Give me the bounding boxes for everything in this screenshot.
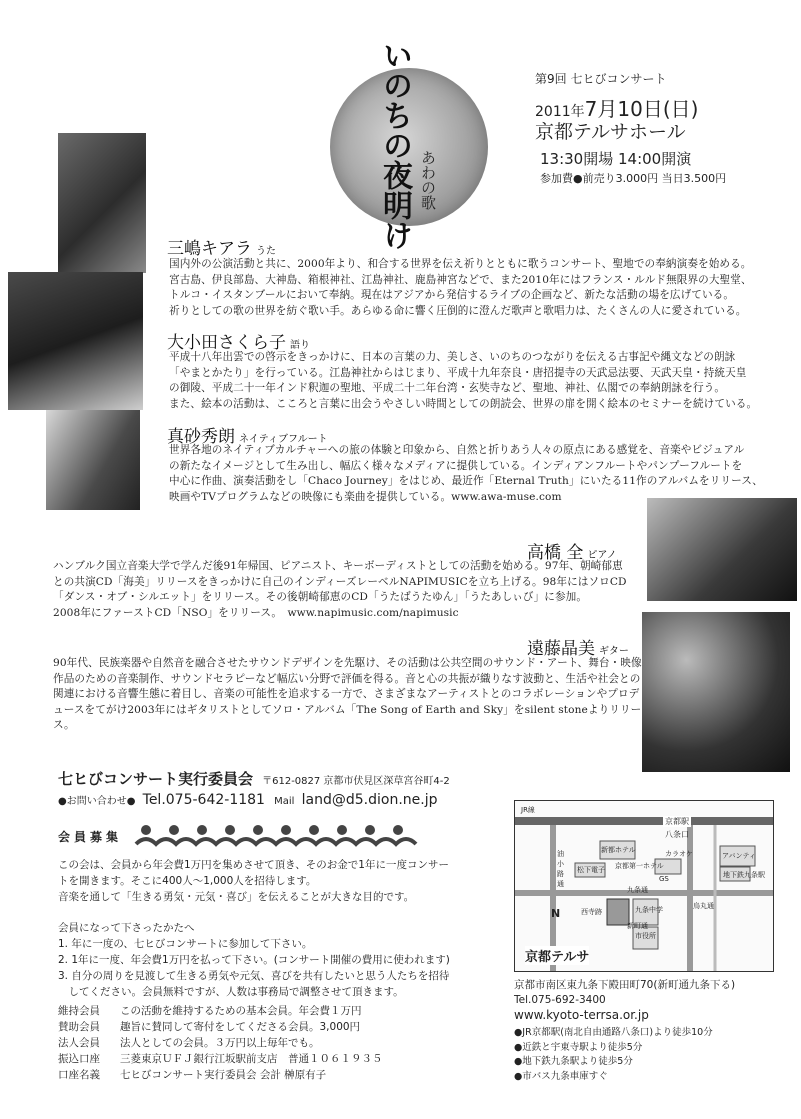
venue-web: www.kyoto-terrsa.or.jp <box>514 1008 649 1022</box>
performer-bio-takahashi: ハンブルク国立音楽大学で学んだ後91年帰国、ピアニスト、キーボーディストとしての活動を始める。97年、朝崎郁恵 との共演CD「海美」リリースをきっかけに自己のインディーズレーベルNAPIMUSICを立ち上げる。98年にはソロCD 「ダンス・オブ・シルエット」をリリース。その後朝崎郁恵のCD「うたばうたゆん」「うたあしぃび」に参加。 2008年にファーストCD「NSO」をリリース。 www.napimusic.com/napimusic <box>53 560 627 619</box>
photo-masago <box>46 410 140 510</box>
date-prefix: 2011年 <box>535 104 585 120</box>
performer-bio-mishima: 国内外の公演活動と共に、2000年より、和合する世界を伝え祈りとともに歌うコンサート、聖地での奉納演奏を始める。 宮古島、伊良部島、大神島、箱根神社、江島神社、鹿島神宮などで、また2010年にはフランス・ルルド無限界の大聖堂、 トルコ・イスタンブールにおいて奉納。現在はアジアから発信するライブの企画など、新たな活動の場を広げている。 祈りとしての歌の世界を紡ぐ歌い手。あらゆる命に響く圧倒的に澄んだ歌声と歌唱力は、たくさんの人に愛されている。 <box>169 258 752 317</box>
venue-tel: Tel.075-692-3400 <box>514 994 606 1006</box>
contact-label: ●お問い合わせ● <box>58 796 136 807</box>
map-north-arrow: N <box>551 907 561 920</box>
map-label-apantei: アバンティ <box>722 852 756 860</box>
photo-mishima <box>58 133 146 273</box>
performer-bio-endo: 90年代、民族楽器や自然音を融合させたサウンドデザインを先駆け、その活動は公共空間のサウンド・アート、舞台・映像 作品のための音楽制作、サウンドセラピーなど幅広い分野で評価を得る。音と心の共振が織りなす波動と、生活や社会との 関連における音響生態に着目し、音楽の可能性を追求する一方で、さまざまなアーティストとのコラボレーションやプロデ ュースをてがけ2003年にはギタリストとしてソロ・アルバム「The Song of Earth and Sky」をsilent stoneよりリリース。 <box>53 657 642 732</box>
map-label-gs: GS <box>659 875 669 883</box>
map-label-kyoto-st: 京都駅 <box>665 817 689 826</box>
concert-venue: 京都テルサホール <box>535 121 686 143</box>
performer-bio-ookoda: 平成十八年出雲での啓示をきっかけに、日本の言葉の力、美しさ、いのちのつながりを伝える古事記や縄文などの朗詠 「やまとかたり」を行っている。江島神社からはじまり、平成十九年奈良・唐招提寺の天武忌法要、天武天皇・持統天皇 の御陵、平成二十一年インド釈迦の聖地、平成二十二年台湾・玄奘寺など、聖地、神社、仏閣での奉納朗詠を行う。 また、絵本の活動は、こころと言葉に出会うやさしい時間としての朗読会、世界の扉を開く絵本のセミナーを続けている。 <box>169 351 758 410</box>
committee-address: 〒612-0827 京都市伏見区深草宮谷町4-2 <box>262 776 450 787</box>
type-row: 振込口座 三菱東京ＵＦＪ銀行江坂駅前支店 普通１０６１９３５ <box>58 1053 383 1065</box>
contact-tel: Tel.075-642-1181 <box>142 792 265 808</box>
map-label-shiyaku: 市役所 <box>635 932 656 940</box>
photo-takahashi <box>647 498 797 601</box>
map-venue-label: 京都テルサ <box>525 946 589 965</box>
venue-access: ●JR京都駅(南北自由通路八条口)より徒歩10分 ●近鉄と宇東寺駅より徒歩5分 ●地下鉄九条駅より徒歩5分 ●市バス九条車庫すぐ <box>514 1027 713 1082</box>
people-chain-decoration <box>132 822 432 852</box>
contact-mail: land@d5.dion.ne.jp <box>301 792 438 808</box>
committee-block <box>58 768 450 789</box>
map-label-nishi: 西寺跡 <box>581 908 602 916</box>
map-label-shinmachi: 新町通 <box>627 922 648 930</box>
map-label-aburakoji: 油小路通 <box>557 850 564 888</box>
performer-name-ookoda: 大小田さくら子 語り <box>167 333 310 353</box>
membership-intro: この会は、会員から年会費1万円を集めさせて頂き、そのお金で1年に一度コンサー トを開きます。そこに400人～1,000人を招待します。 音楽を通して「生きる勇気・元気・喜び」を伝えることが大きな目的です。 <box>58 859 449 903</box>
committee-name: 七ヒびコンサート実行委員会 <box>58 770 254 788</box>
photo-endo <box>642 612 790 772</box>
event-title-main: いのちの夜明け <box>377 40 412 250</box>
map-label-jr: JR線 <box>521 806 535 814</box>
contact-mail-label: Mail <box>274 796 295 807</box>
map-label-hotel2: 京都第一ホテル <box>615 862 664 870</box>
type-row: 法人会員 法人としての会員。３万円以上毎年でも。 <box>58 1037 320 1049</box>
map-label-hachijo: 八条口 <box>665 830 689 839</box>
map-label-kujo-school: 九条中学 <box>635 906 663 914</box>
membership-benefits: 会員になって下さったかたへ 1. 年に一度の、七ヒびコンサートに参加して下さい。 2. 1年に一度、年会費1万円を払って下さい。(コンサート開催の費用に使われます) 3. 自分の周りを見渡して生きる勇気や元気、喜びを共有したいと思う人たちを招待 してください。会員無料ですが、人数は事務局で調整させて頂きます。 <box>58 922 450 998</box>
venue-address-block <box>514 978 735 1023</box>
map-label-shintei: 地下鉄九条駅 <box>723 871 765 879</box>
performer-name-takahashi: 高橋 全 ピアノ <box>527 543 617 563</box>
map-label-matsushita: 松下電子 <box>577 866 605 874</box>
type-row: 賛助会員 趣旨に賛同して寄付をしてくださる会員。3,000円 <box>58 1021 361 1033</box>
type-row: 口座名義 七ヒびコンサート実行委員会 会計 榊原有子 <box>58 1069 327 1081</box>
event-title <box>377 40 411 250</box>
membership-types <box>58 1003 498 1083</box>
performer-name-endo: 遠藤晶美 ギター <box>527 639 629 659</box>
type-row: 維持会員 この活動を維持するための基本会員。年会費１万円 <box>58 1005 362 1017</box>
photo-ookoda <box>8 272 143 410</box>
contact-line <box>58 792 438 808</box>
date-main: 7月10日(日) <box>584 97 699 121</box>
map-label-karasuma: 烏丸通 <box>693 902 714 910</box>
map-label-kujo: 九条通 <box>627 886 648 894</box>
map-label-karaoke: カラオケ <box>665 850 693 858</box>
map-label-hotel1: 新都ホテル <box>601 846 636 854</box>
performer-name-masago: 真砂秀朗 ネイティブフルート <box>167 427 328 447</box>
performer-name-mishima: 三嶋キアラ うた <box>167 239 276 259</box>
membership-heading: 会員募集 <box>58 830 123 844</box>
concert-time: 13:30開場 14:00開演 <box>540 150 692 168</box>
venue-address: 京都市南区東九条下殿田町70(新町通九条下る) <box>514 979 736 991</box>
event-subtitle: あわの歌 <box>419 150 437 210</box>
concert-fee: 参加費●前売り3.000円 当日3.500円 <box>540 172 727 185</box>
performer-bio-masago: 世界各地のネイティブカルチャーへの旅の体験と印象から、自然と折りあう人々の原点にある感覚を、音楽やビジュアル の新たなイメージとして生み出し、幅広く様々なメディアに提供している。インディアンフルートやパンプーフルートを 中心に作曲、演奏活動をし「Chaco Journey」をはじめ、最近作「Eternal Truth」にいたる11作のアルバムをリリース、 映画やTVプログラムなどの映像にも楽曲を提供している。www.awa-muse.com <box>169 444 763 503</box>
concert-series: 第9回 七ヒびコンサート <box>535 72 667 86</box>
venue-map <box>514 800 774 972</box>
